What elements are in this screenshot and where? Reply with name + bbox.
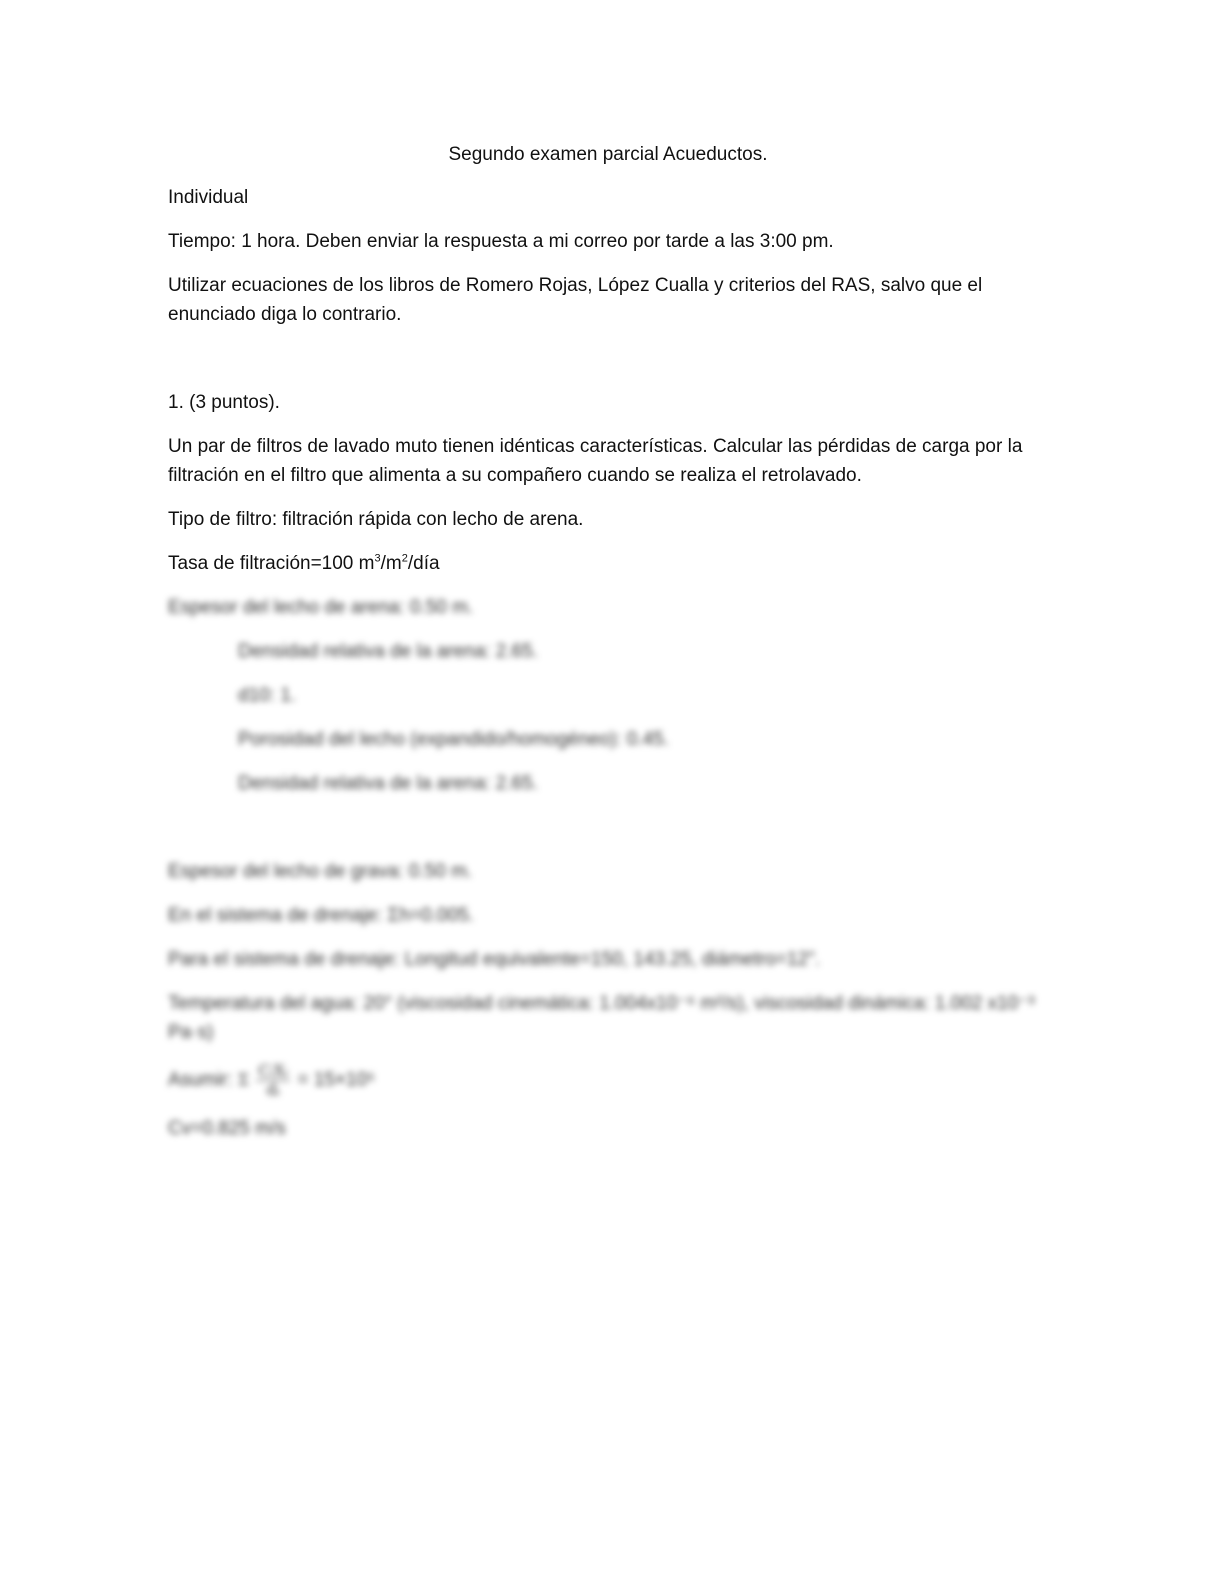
cv-blurred: Cv=0.825 m/s [168, 1118, 286, 1139]
density-bulk-blurred: Densidad relativa de la arena: 2.65. [238, 773, 538, 794]
filtration-rate-suffix: /día [407, 553, 440, 574]
section-spacer-2 [168, 813, 1048, 857]
gravel-thickness-blurred: Espesor del lecho de grava: 0.50 m. [168, 861, 473, 882]
sum-value: = 15×10⁵ [297, 1069, 376, 1091]
question-1-heading: 1. (3 puntos). [168, 392, 280, 413]
sum-prefix: Asumir: [168, 1069, 233, 1091]
filtration-rate-prefix: Tasa de filtración=100 m [168, 553, 375, 574]
diameter-blurred: d10: 1. [238, 685, 297, 706]
exam-mode: Individual [168, 187, 249, 208]
document-title: Segundo examen parcial Acueductos. [448, 144, 768, 165]
porosity-blurred: Porosidad del lecho (expandido/homogéneo): 0.45. [238, 729, 669, 750]
sigma-icon: Σ [237, 1070, 249, 1089]
filtration-rate-sup-2: 2 [401, 552, 408, 565]
sum-assumption-blurred [168, 1062, 1048, 1099]
sand-thickness-blurred: Espesor del lecho de arena: 0.50 m. [168, 597, 474, 618]
equations-instruction: Utilizar ecuaciones de los libros de Romero Rojas, López Cualla y criterios del RAS, salvo que el enunciado diga lo contrario. [168, 275, 983, 325]
question-1-statement: Un par de filtros de lavado muto tienen idénticas características. Calcular las pérdidas de carga por la filtración en el filtro que alimenta a su compañero cuando se realiza el retrolavado. [168, 436, 1023, 486]
filter-type: Tipo de filtro: filtración rápida con lecho de arena. [168, 509, 584, 530]
pipe-blurred: Para el sistema de drenaje: Longitud equivalente=150, 143.25, diámetro=12". [168, 949, 821, 970]
temperature-blurred: Temperatura del agua: 20° (viscosidad cinemática: 1.004x10⁻⁶ m²/s), viscosidad dinámica: 1.002 x10⁻³ Pa·s) [168, 993, 1035, 1043]
filtration-rate-mid: /m [380, 553, 402, 574]
section-spacer [168, 344, 1048, 388]
time-instruction: Tiempo: 1 hora. Deben enviar la respuesta a mi correo por tarde a las 3:00 pm. [168, 231, 834, 252]
filtration-rate [168, 549, 1048, 578]
sum-denominator: dᵢ [266, 1080, 280, 1099]
sum-formula [238, 1062, 292, 1099]
document-body [168, 140, 1048, 1158]
drainage-blurred: En el sistema de drenaje: Σh=0.005. [168, 905, 474, 926]
density-relative-blurred: Densidad relativa de la arena: 2.65. [238, 641, 538, 662]
sum-numerator: CᵢXᵢ [258, 1061, 289, 1080]
sum-fraction [256, 1062, 290, 1099]
filtration-rate-sup-1: 3 [374, 552, 381, 565]
